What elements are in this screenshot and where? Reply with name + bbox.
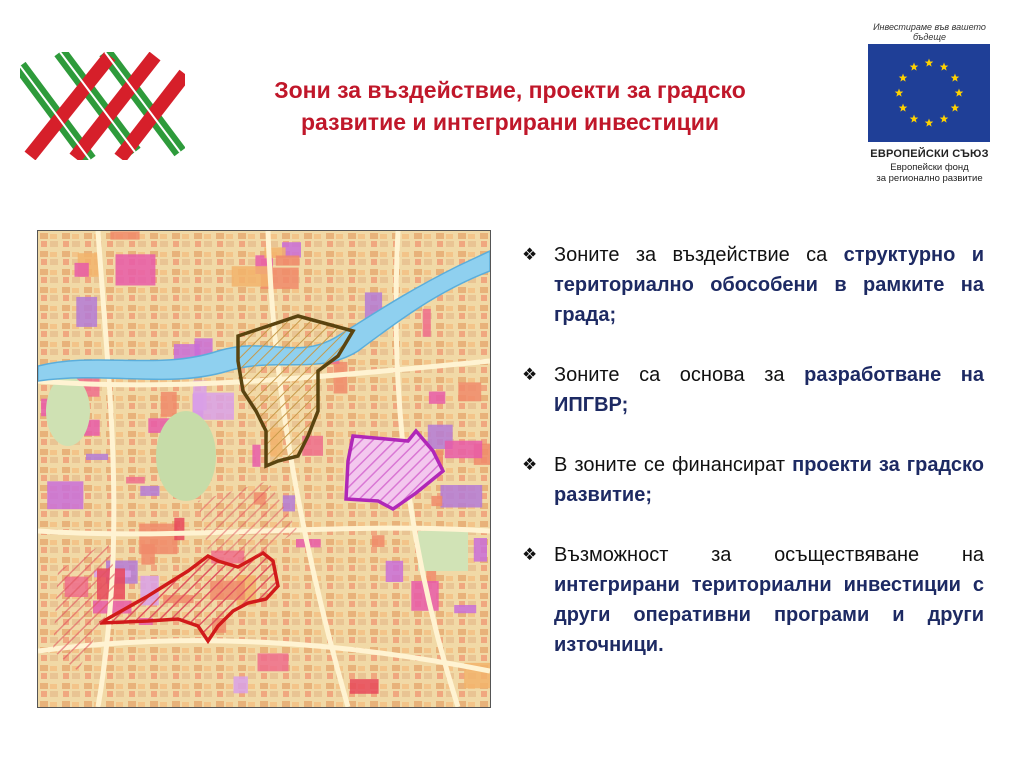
bullet-highlight: разработване на ИПГВР; [554,364,984,416]
bullet-highlight: интегрирани териториални инвестиции с други оперативни програми и други източници. [554,574,984,656]
bullet-text: Зоните за въздействие са [554,244,844,266]
bullet-text: В зоните се финансират [554,454,793,476]
eu-fund-line-1: Европейски фонд [890,162,969,173]
bullet-item [522,540,984,660]
bullet-item [522,360,984,420]
bullet-text: Възможност за осъществяване на [554,544,984,566]
eu-logo [862,22,997,184]
bullet-highlight: структурно и териториално обособени в рамките на града; [554,244,984,326]
diamond-bullet-icon: ❖ [522,455,538,474]
bullet-item [522,450,984,510]
bullet-text: Зоните са основа за [554,364,805,386]
bullet-item [522,240,984,330]
bullet-highlight: проекти за градско развитие; [554,454,984,506]
eu-slogan: Инвестираме във вашето бъдеще [873,22,986,42]
diamond-bullet-icon: ❖ [522,245,538,264]
eu-fund-line-2: за регионално развитие [876,173,983,184]
eu-fund-label [862,162,997,184]
diamond-bullet-icon: ❖ [522,545,538,564]
city-map [37,230,491,708]
city-map-zones-icon [38,231,490,707]
page-title [200,74,820,138]
eu-flag-icon [868,44,990,142]
title-line-2: развитие и интегрирани инвестиции [300,109,720,135]
bullet-list [522,240,984,690]
title-line-1: Зони за въздействие, проекти за градско [274,77,746,103]
eu-union-label: ЕВРОПЕЙСКИ СЪЮЗ [870,148,989,160]
woven-ribbon-logo-icon [20,52,185,160]
diamond-bullet-icon: ❖ [522,365,538,384]
